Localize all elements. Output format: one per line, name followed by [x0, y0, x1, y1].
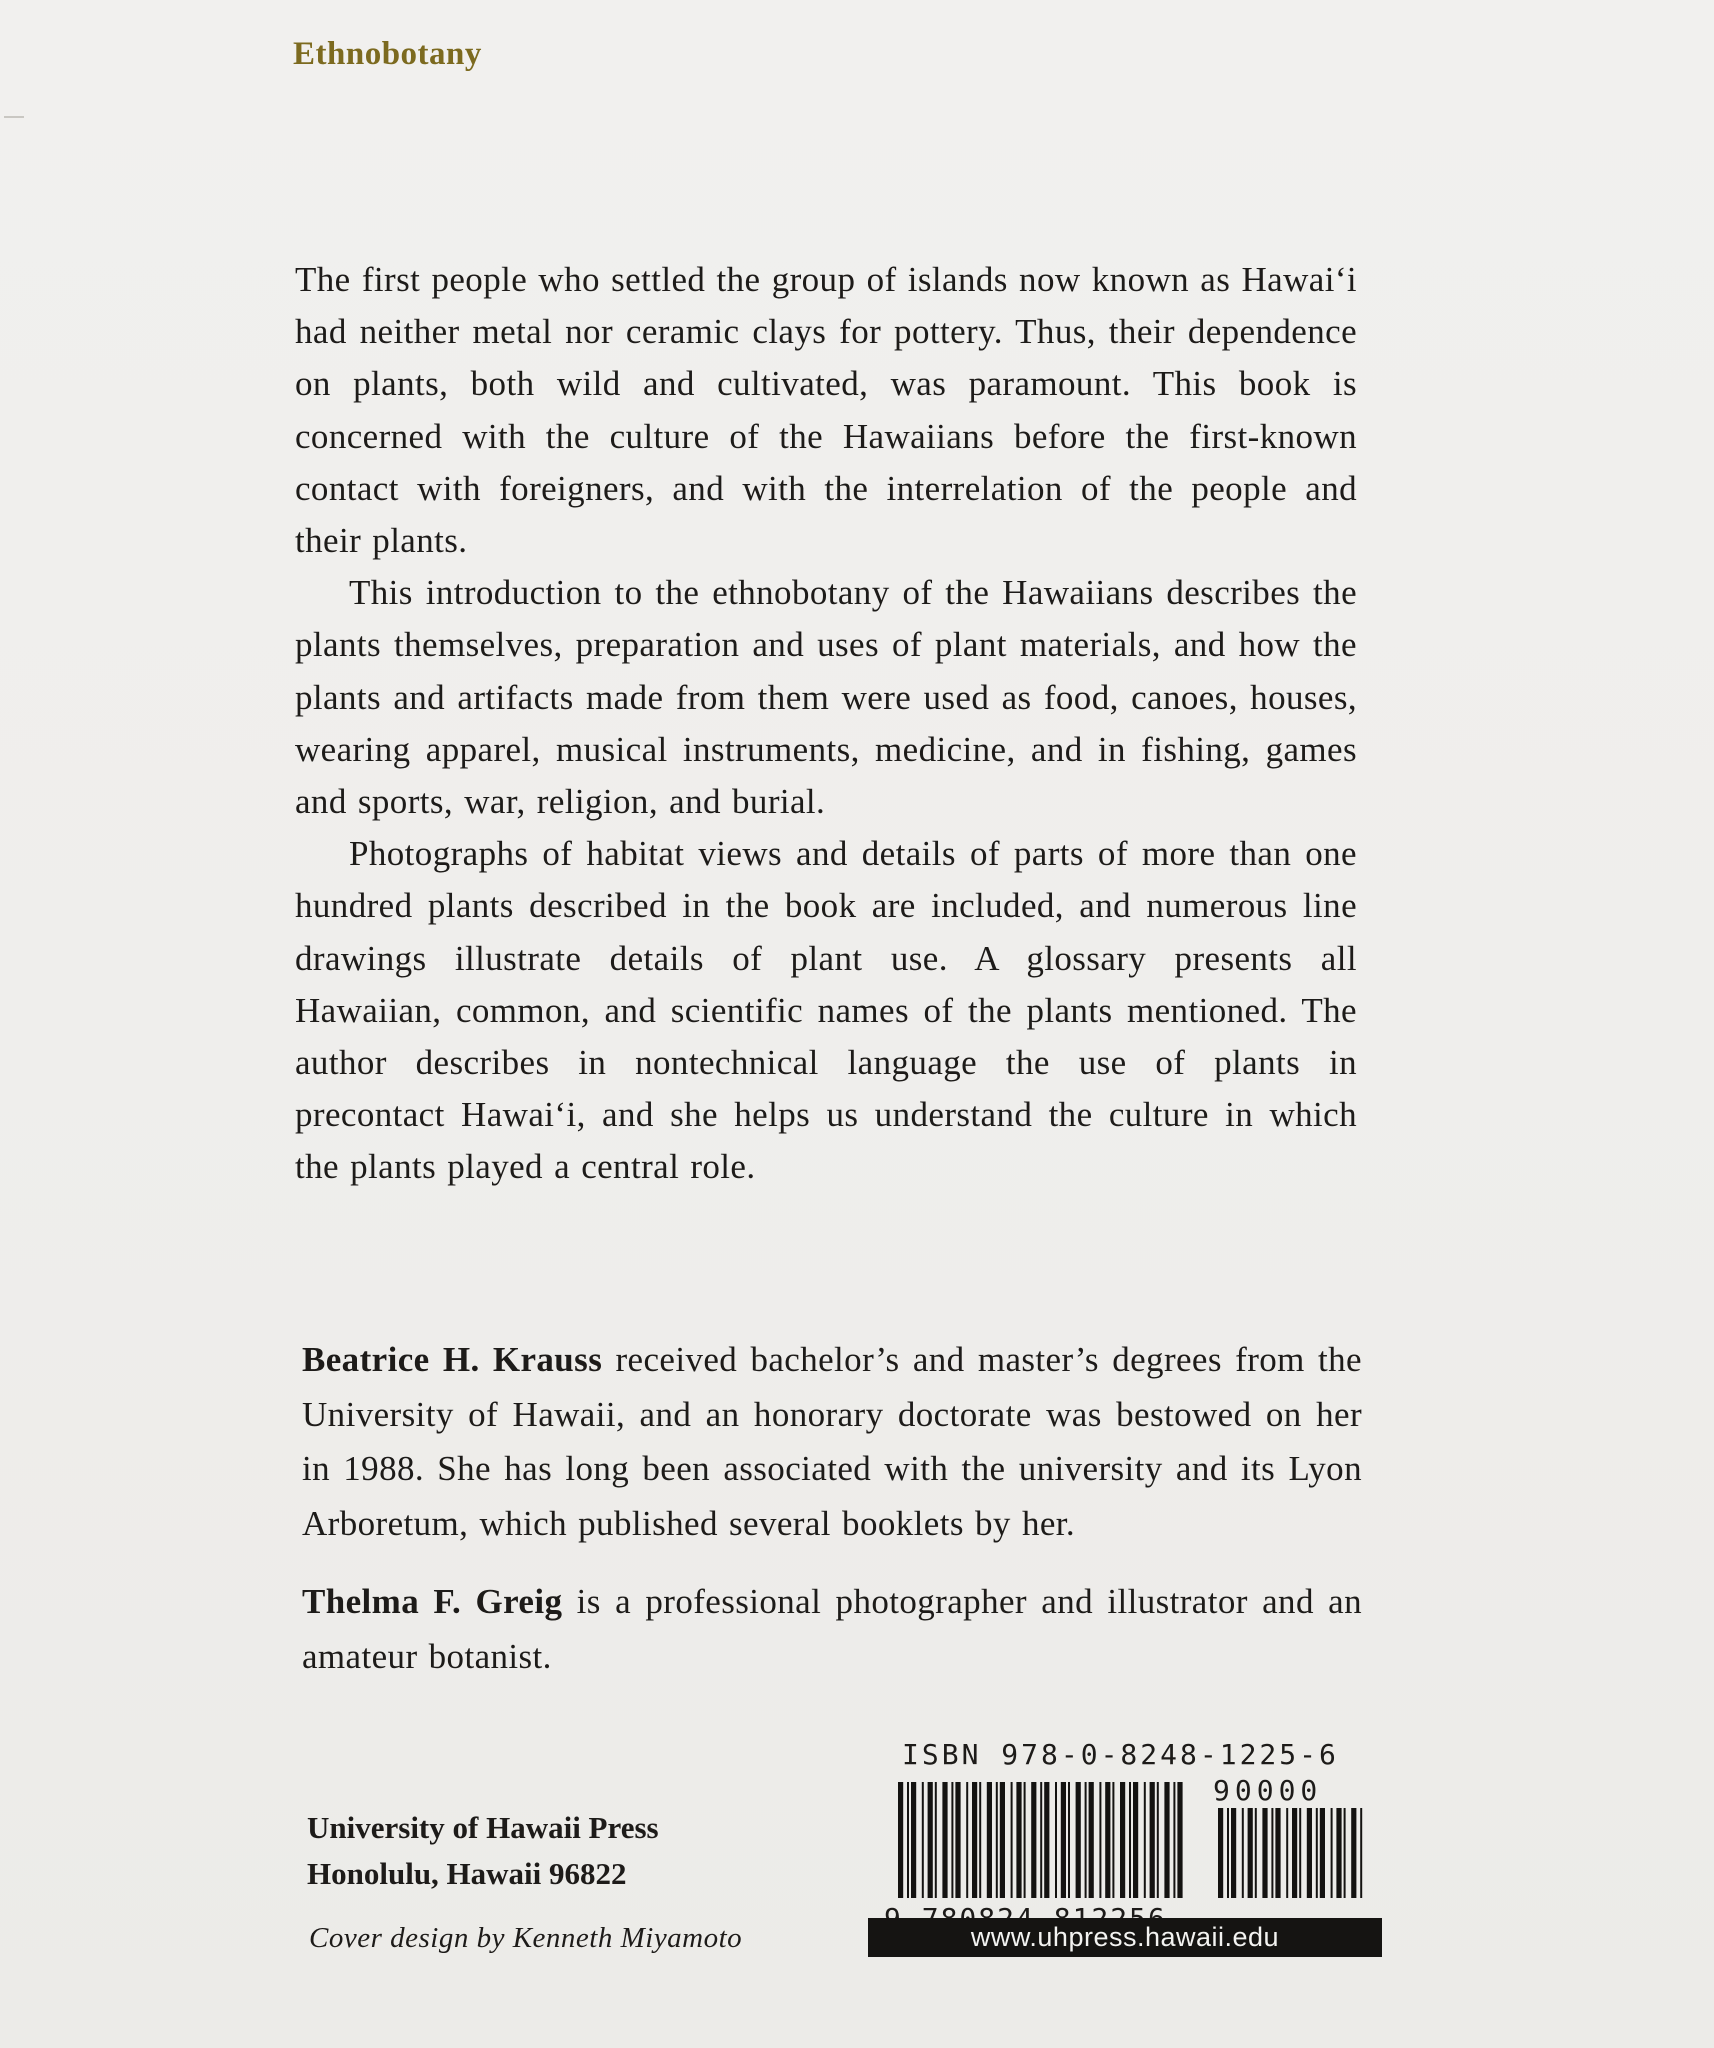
barcode-bar: [1292, 1808, 1297, 1898]
barcode-bar: [942, 1782, 947, 1898]
book-description: [295, 254, 1357, 1194]
barcode-bar: [955, 1782, 960, 1898]
barcode-bar: [1316, 1808, 1318, 1898]
barcode-bar: [1320, 1808, 1325, 1898]
barcode-bar: [911, 1782, 916, 1898]
publisher-address: Honolulu, Hawaii 96822: [307, 1856, 627, 1891]
barcode-bar: [1000, 1782, 1005, 1898]
publisher-website: www.uhpress.hawaii.edu: [868, 1918, 1382, 1957]
barcode-bar: [1024, 1782, 1026, 1898]
barcode-bar: [907, 1782, 909, 1898]
author-name: Beatrice H. Krauss: [302, 1340, 603, 1379]
isbn-number: ISBN 978-0-8248-1225-6: [902, 1738, 1339, 1771]
barcode-bar: [979, 1782, 981, 1898]
barcode-bar: [1286, 1808, 1288, 1898]
cover-design-credit: Cover design by Kenneth Miyamoto: [309, 1922, 743, 1954]
barcode-bar: [1218, 1808, 1223, 1898]
barcode-bar: [1099, 1782, 1101, 1898]
barcode-bar: [1085, 1782, 1087, 1898]
barcode-bar: [1129, 1782, 1131, 1898]
barcode-bar: [1344, 1808, 1346, 1898]
barcode-bar: [1112, 1782, 1114, 1898]
barcode-bar: [922, 1782, 924, 1898]
barcode-bar: [987, 1782, 992, 1898]
illustrator-name: Thelma F. Greig: [302, 1582, 563, 1621]
price-addon-digits: 90000: [1213, 1774, 1323, 1807]
barcode-bar: [928, 1782, 933, 1898]
barcode-bar: [898, 1782, 903, 1898]
barcode-bar: [1227, 1808, 1229, 1898]
barcode-bar: [1120, 1782, 1125, 1898]
barcode-bar: [1061, 1782, 1066, 1898]
barcode-bar: [1231, 1808, 1236, 1898]
publisher-name: University of Hawaii Press: [307, 1810, 659, 1845]
barcode-bar: [935, 1782, 937, 1898]
barcode-bar: [1105, 1782, 1110, 1898]
barcode-bar: [1144, 1782, 1146, 1898]
barcode-bar: [1299, 1808, 1301, 1898]
barcode-bar: [1336, 1808, 1341, 1898]
barcode-bar: [1307, 1808, 1312, 1898]
description-paragraph: Photographs of habitat views and details of parts of more than one hundred plants described in the book are included, and numerous line drawings illustrate details of plant use. A glossary presents all Hawaiian, common, and scientific names of the plants mentioned. The author describes in nontechnical language the use of plants in precontact Hawaiʻi, and she helps us understand the culture in which the plants played a central role.: [295, 834, 1357, 1187]
barcode-bar: [1360, 1808, 1362, 1898]
barcode-bar: [1262, 1808, 1267, 1898]
barcode-bar: [1016, 1782, 1021, 1898]
barcode-bar: [1255, 1808, 1257, 1898]
category-label: Ethnobotany: [293, 36, 482, 72]
barcode-bar: [1164, 1782, 1169, 1898]
author-bios: [302, 1333, 1362, 1684]
publisher-block: [307, 1806, 659, 1896]
barcode-block: [868, 1738, 1382, 1958]
description-paragraph: The first people who settled the group of islands now known as Hawaiʻi had neither metal nor ceramic clays for pottery. Thus, their dependence on plants, both wild and cultivated, was paramount. This book is concerned with the culture of the Hawaiians before the first-known contact with foreigners, and with the interrelation of the people and their plants.: [295, 260, 1357, 561]
barcode-bar: [1242, 1808, 1244, 1898]
barcode-bar: [1275, 1808, 1280, 1898]
barcode-bar: [1177, 1782, 1182, 1898]
barcode-bar: [951, 1782, 953, 1898]
illustrator-bio: [302, 1575, 1362, 1684]
barcode-bar: [1044, 1782, 1049, 1898]
illustrator-bio-text: is a professional photographer and illustrator and an amateur botanist.: [302, 1582, 1363, 1676]
author-bio-text: received bachelor’s and master’s degrees from the University of Hawaii, and an honorary doctorate was bestowed on her in 1988. She has long been associated with the university and its Lyon Arboretum, which published several booklets by her.: [302, 1340, 1362, 1543]
barcode-bar: [1150, 1782, 1155, 1898]
barcode-bar: [1011, 1782, 1013, 1898]
barcode-bar: [1040, 1782, 1042, 1898]
barcode-bar: [1055, 1782, 1057, 1898]
barcode-bar: [1031, 1782, 1036, 1898]
barcode-bar: [1068, 1782, 1070, 1898]
barcode-bar: [1271, 1808, 1273, 1898]
barcode-bar: [966, 1782, 968, 1898]
barcode-bar: [1157, 1782, 1159, 1898]
barcode-bar: [996, 1782, 998, 1898]
barcode-bar: [1089, 1782, 1094, 1898]
barcode-bar: [1173, 1782, 1175, 1898]
barcode-bar: [1076, 1782, 1081, 1898]
author-bio: [302, 1333, 1362, 1551]
edge-mark: [4, 116, 24, 118]
barcode-bar: [1331, 1808, 1333, 1898]
barcode-bar: [1248, 1808, 1253, 1898]
barcode-bar: [1351, 1808, 1356, 1898]
description-paragraph: This introduction to the ethnobotany of the Hawaiians describes the plants themselves, preparation and uses of plant materials, and how the plants and artifacts made from them were used as food, canoes, houses, wearing apparel, musical instruments, medicine, and in fishing, games and sports, war, religion, and burial.: [295, 573, 1357, 822]
barcode-bar: [1133, 1782, 1138, 1898]
barcode-bar: [972, 1782, 977, 1898]
